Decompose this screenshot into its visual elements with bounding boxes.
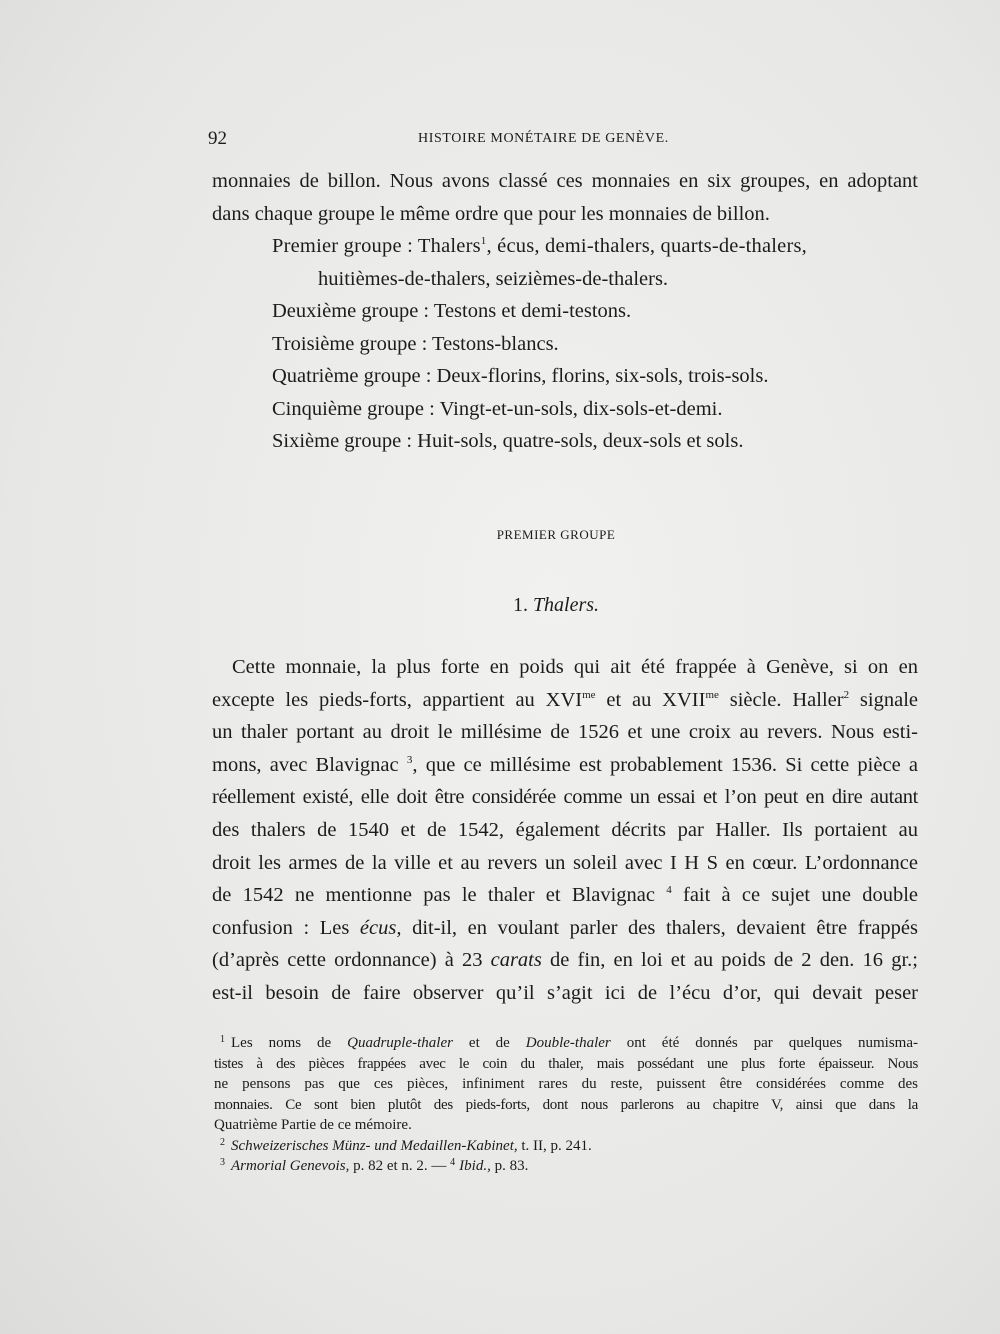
page-number: 92: [208, 128, 227, 149]
text-span: p. 83.: [490, 1158, 529, 1174]
footnote-ref: 2: [843, 688, 850, 701]
text-line: un thaler portant au droit le millésime de 1526 et une croix au revers. Nous esti-: [212, 721, 918, 744]
text-span: , que ce millésime est probablement 1536. Si cette pièce a: [412, 753, 918, 776]
footnote-2: [214, 1136, 918, 1157]
italic-span: Double-thaler: [525, 1035, 611, 1051]
footnotes: [214, 1033, 918, 1177]
footnote-marker: 2: [220, 1136, 225, 1148]
group-text: Premier groupe : Thalers: [272, 235, 481, 257]
running-title: HISTOIRE MONÉTAIRE DE GENÈVE.: [418, 131, 669, 146]
text-span: de 1542 ne mentionne pas le thaler et Blavignac: [212, 884, 667, 907]
text-span: fait à ce sujet une double: [671, 884, 918, 907]
group-item-3: Troisième groupe : Testons-blancs.: [272, 332, 559, 355]
group-text: , écus, demi-thalers, quarts-de-thalers,: [486, 235, 808, 257]
text-line: [212, 749, 918, 782]
footnote-marker: 4: [450, 1157, 456, 1168]
text-line: réellement existé, elle doit être considérée comme un essai et l’on peut en dire autant: [212, 786, 918, 809]
group-item-2: Deuxième groupe : Testons et demi-testons.: [272, 300, 632, 322]
footnote-line: [214, 1136, 918, 1157]
text-span: de fin, en loi et au poids de 2 den. 16 gr.;: [541, 949, 918, 972]
text-line: [212, 912, 918, 945]
footnote-ref: 3: [406, 753, 413, 766]
text-line: [212, 651, 918, 684]
footnote-line: Quatrième Partie de ce mémoire.: [214, 1117, 412, 1133]
text-span: confusion : Les: [212, 916, 360, 939]
text-span: dit-il, en voulant parler des thalers, devaient être frappés: [401, 916, 918, 939]
group-item-5: Cinquième groupe : Vingt-et-un-sols, dix-sols-et-demi.: [272, 397, 723, 420]
page-header: [208, 128, 918, 154]
text-line: [212, 944, 918, 977]
footnote-1: [214, 1033, 918, 1136]
italic-span: Quadruple-thaler: [347, 1035, 453, 1051]
text-line: est-il besoin de faire observer qu’il s’agit ici de l’écu d’or, qui devait peser: [212, 981, 918, 1004]
text-span: et au XVII: [595, 688, 706, 711]
text-span: t. II, p. 241.: [517, 1137, 592, 1154]
footnote-line: ne pensons pas que ces pièces, infiniment rares du reste, puissent être considérées comme des: [214, 1076, 918, 1092]
footnote-ref: 1: [480, 235, 487, 247]
text-span: ont été donnés par quelques numismа-: [610, 1035, 918, 1051]
italic-span: Armorial Genevois,: [231, 1158, 350, 1174]
group-list: [272, 230, 922, 458]
intro-paragraph: [212, 165, 918, 230]
text-span: (d’après cette ordonnance) à 23: [212, 949, 491, 972]
italic-span: écus,: [359, 916, 402, 939]
italic-span: carats: [490, 949, 542, 972]
text-span: et de: [452, 1035, 526, 1051]
group-item-1-continued: huitièmes-de-thalers, seizièmes-de-thalers.: [318, 267, 669, 290]
superscript: me: [582, 688, 596, 701]
group-item-6: Sixième groupe : Huit-sols, quatre-sols, deux-sols et sols.: [272, 430, 744, 452]
text-line: [212, 684, 918, 717]
text-span: p. 82 et n. 2. —: [349, 1158, 451, 1174]
footnote-marker: 3: [220, 1157, 225, 1168]
text-line: [212, 879, 918, 912]
footnote-line: [214, 1156, 918, 1177]
footnote-line: [214, 1033, 918, 1054]
subsection-title: Thalers.: [532, 594, 600, 616]
subsection-heading: [0, 594, 1000, 617]
italic-span: Schweizerisches Münz- und Medaillen-Kabinet,: [231, 1137, 518, 1154]
main-paragraph: [212, 651, 918, 1010]
text-line: des thalers de 1540 et de 1542, également décrits par Haller. Ils portaient au: [212, 818, 918, 841]
footnote-ref: 4: [666, 884, 672, 897]
group-item-1: [272, 230, 922, 263]
footnote-marker: 1: [220, 1034, 225, 1045]
section-heading: PREMIER GROUPE: [496, 527, 616, 542]
footnote-line: tistes à des pièces frappées avec le coin du thaler, mais possédant une plus forte épaisseur. Nous: [214, 1055, 918, 1072]
text-line: dans chaque groupe le même ordre que pour les monnaies de billon.: [212, 202, 770, 225]
group-item-4: Quatrième groupe : Deux-florins, florins, six-sols, trois-sols.: [272, 365, 769, 387]
footnote-line: monnaies. Ce sont bien plutôt des pieds-forts, dont nous parlerons au chapitre V, ainsi que dans la: [214, 1096, 918, 1113]
text-line: monnaies de billon. Nous avons classé ces monnaies en six groupes, en adoptant: [212, 170, 918, 192]
text-line: droit les armes de la ville et au revers un soleil avec I H S en cœur. L’ordonnance: [212, 851, 918, 874]
text-span: signale: [849, 688, 918, 711]
text-span: siècle. Haller: [718, 688, 844, 711]
superscript: me: [705, 688, 719, 701]
text-span: mons, avec Blavignac: [212, 753, 407, 776]
italic-span: Ibid.,: [459, 1158, 491, 1174]
subsection-number: 1.: [512, 594, 528, 616]
text-span: excepte les pieds-forts, appartient au XVI: [212, 688, 583, 711]
text-span: Les noms de: [231, 1035, 348, 1051]
footnote-3: [214, 1156, 918, 1177]
text-span: Cette monnaie, la plus forte en poids qui ait été frappée à Genève, si on en: [232, 656, 918, 678]
